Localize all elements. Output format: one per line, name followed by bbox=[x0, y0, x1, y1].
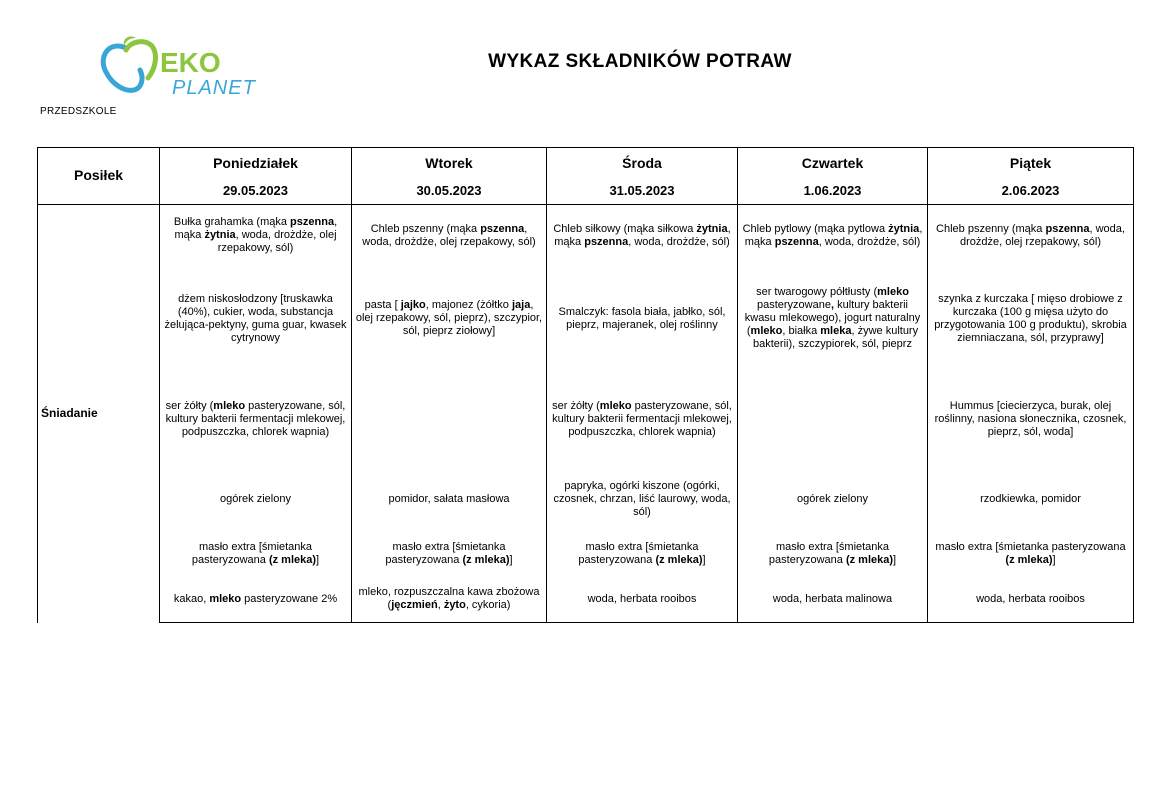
day-date: 30.05.2023 bbox=[416, 182, 482, 198]
ingredient-cell bbox=[928, 577, 1134, 623]
ingredient-cell bbox=[160, 577, 352, 623]
day-name: Środa bbox=[622, 154, 662, 171]
allergen-text: pszenna bbox=[290, 216, 335, 229]
ingredient-text bbox=[741, 493, 924, 506]
ingredient-segment: masło extra [śmietanka pasteryzowana bbox=[191, 540, 313, 566]
allergen-text: (z mleka) bbox=[655, 553, 703, 566]
allergen-text: mleko bbox=[209, 592, 242, 605]
day-date: 1.06.2023 bbox=[803, 182, 862, 198]
day-name: Czwartek bbox=[801, 154, 864, 171]
day-name: Wtorek bbox=[425, 154, 473, 171]
ingredient-cell bbox=[352, 531, 547, 577]
allergen-text: mleko bbox=[877, 286, 909, 298]
day-name: Poniedziałek bbox=[213, 154, 298, 171]
ingredient-segment: kultury bakterii kwasu mlekowego), jogurt naturalny ( bbox=[744, 299, 921, 337]
ingredient-text bbox=[931, 593, 1130, 606]
meal-column-header: Posiłek bbox=[38, 148, 160, 205]
ingredient-segment: ogórek zielony bbox=[220, 493, 291, 505]
allergen-text: jaja bbox=[511, 299, 531, 311]
allergen-text: mleko bbox=[599, 400, 632, 412]
ingredient-segment: pasteryzowane 2% bbox=[241, 592, 338, 605]
table-row bbox=[38, 469, 1134, 531]
ingredient-text bbox=[741, 541, 924, 567]
ingredient-cell bbox=[160, 205, 352, 267]
ingredient-segment: pomidor, sałata masłowa bbox=[388, 493, 510, 505]
day-header bbox=[547, 148, 738, 205]
ingredient-cell bbox=[352, 577, 547, 623]
ingredient-segment: , żywe kultury bakterii), szczypiorek, sól, pieprz bbox=[753, 325, 919, 350]
ingredient-cell bbox=[547, 371, 738, 469]
ingredient-segment: , woda, drożdże, olej rzepakowy, sól) bbox=[362, 222, 536, 248]
ingredient-segment: ser żółty ( bbox=[552, 400, 600, 412]
ingredient-cell bbox=[928, 267, 1134, 371]
ingredient-segment: ] bbox=[509, 553, 513, 566]
ingredient-cell bbox=[160, 371, 352, 469]
allergen-text: żytnia bbox=[888, 222, 920, 235]
allergen-text: pszenna bbox=[1045, 222, 1090, 235]
table-row bbox=[38, 531, 1134, 577]
ingredient-segment: ser żółty ( bbox=[165, 400, 214, 412]
day-header bbox=[352, 148, 547, 205]
allergen-text: jęczmień bbox=[391, 599, 438, 612]
allergen-text: żyto bbox=[443, 599, 466, 612]
allergen-text: jajko bbox=[400, 299, 426, 311]
ingredient-text bbox=[741, 223, 924, 249]
allergen-text: żytnia bbox=[204, 229, 236, 242]
ingredient-cell bbox=[547, 577, 738, 623]
ingredient-segment: pasteryzowane, sól, kultury bakterii fermentacji mlekowej, podpuszczka, chlorek wapnia) bbox=[552, 400, 732, 438]
ingredient-cell bbox=[738, 205, 928, 267]
ingredient-segment: , mąka bbox=[554, 222, 731, 248]
ingredient-cell bbox=[352, 371, 547, 469]
ingredient-text bbox=[355, 541, 543, 567]
ingredient-text bbox=[931, 400, 1130, 439]
ingredient-segment: pasta [ bbox=[364, 299, 401, 311]
day-date: 2.06.2023 bbox=[1001, 182, 1060, 198]
ingredient-segment: Chleb pytlowy (mąka pytlowa bbox=[742, 222, 889, 235]
ingredient-cell bbox=[352, 469, 547, 531]
ingredient-cell bbox=[352, 267, 547, 371]
ingredient-text bbox=[931, 293, 1130, 345]
ingredient-text bbox=[355, 586, 543, 612]
ingredient-text bbox=[741, 286, 924, 351]
ingredient-segment: , woda, drożdże, olej rzepakowy, sól) bbox=[959, 222, 1125, 248]
ingredient-segment: ] bbox=[702, 553, 706, 566]
logo-name: EKO bbox=[160, 47, 221, 78]
allergen-text: mleko bbox=[750, 325, 783, 337]
day-name: Piątek bbox=[1009, 154, 1052, 171]
ingredient-cell bbox=[738, 267, 928, 371]
ingredient-text bbox=[550, 223, 734, 249]
ingredient-segment: , woda, drożdże, olej rzepakowy, sól) bbox=[217, 229, 337, 255]
ingredient-cell bbox=[738, 371, 928, 469]
ingredient-segment: woda, herbata malinowa bbox=[772, 592, 893, 605]
ingredient-cell bbox=[547, 205, 738, 267]
table-row bbox=[38, 577, 1134, 623]
ingredient-cell bbox=[928, 469, 1134, 531]
ingredient-cell bbox=[738, 469, 928, 531]
ingredient-segment: szynka z kurczaka [ mięso drobiowe z kurczaka (100 g mięsa użyto do przygotowania 100 g produktu), skrobia ziemniaczana, sól, przyprawy] bbox=[934, 292, 1127, 344]
ingredient-text bbox=[355, 299, 543, 338]
ingredient-cell bbox=[928, 531, 1134, 577]
logo-sub: PLANET bbox=[172, 77, 256, 99]
ingredient-cell bbox=[160, 531, 352, 577]
table-row bbox=[38, 267, 1134, 371]
table-row bbox=[38, 371, 1134, 469]
school-label: PRZEDSZKOLE bbox=[40, 106, 117, 117]
ingredient-segment: ogórek zielony bbox=[797, 493, 868, 505]
day-header bbox=[160, 148, 352, 205]
table-row bbox=[38, 205, 1134, 267]
ingredient-segment: Bułka grahamka (mąka bbox=[173, 216, 291, 229]
ingredient-segment: , cykoria) bbox=[465, 599, 511, 612]
day-header bbox=[928, 148, 1134, 205]
ingredient-cell bbox=[738, 531, 928, 577]
ingredient-text bbox=[550, 593, 734, 606]
allergen-text: pszenna bbox=[774, 235, 819, 248]
allergen-text: , bbox=[830, 299, 835, 311]
ingredient-segment: , woda, drożdże, sól) bbox=[628, 235, 730, 248]
ingredient-segment: ] bbox=[1052, 553, 1056, 566]
allergen-text: pszenna bbox=[584, 235, 629, 248]
ingredient-text bbox=[931, 493, 1130, 506]
allergen-text: mleko bbox=[213, 400, 246, 412]
meal-name-cell: Śniadanie bbox=[38, 205, 160, 623]
ingredient-text bbox=[931, 541, 1130, 567]
ingredient-cell bbox=[160, 267, 352, 371]
ingredient-segment: , woda, drożdże, sól) bbox=[818, 235, 921, 248]
ingredient-text bbox=[741, 593, 924, 606]
ingredient-text bbox=[163, 216, 348, 255]
ingredient-segment: papryka, ogórki kiszone (ogórki, czosnek, chrzan, liść laurowy, woda, sól) bbox=[553, 480, 731, 518]
ingredient-segment: ] bbox=[316, 553, 320, 566]
allergen-text: mleka bbox=[820, 325, 852, 337]
ingredient-segment: Chleb pszenny (mąka bbox=[370, 222, 481, 235]
allergen-text: (z mleka) bbox=[462, 553, 510, 566]
ingredient-text bbox=[163, 541, 348, 567]
ingredient-text bbox=[163, 593, 348, 606]
ingredient-text bbox=[550, 480, 734, 519]
ingredient-segment: Smalczyk: fasola biała, jabłko, sól, pieprz, majeranek, olej roślinny bbox=[558, 305, 726, 331]
ingredient-cell bbox=[547, 531, 738, 577]
ingredient-text bbox=[163, 400, 348, 439]
ingredient-segment: masło extra [śmietanka pasteryzowana bbox=[935, 540, 1126, 553]
ingredient-segment: woda, herbata rooibos bbox=[976, 592, 1085, 605]
ingredient-segment: mleko, rozpuszczalna kawa zbożowa ( bbox=[358, 586, 540, 612]
ingredient-text bbox=[550, 541, 734, 567]
day-date: 29.05.2023 bbox=[222, 182, 289, 198]
ingredient-segment: masło extra [śmietanka pasteryzowana bbox=[578, 540, 699, 566]
ingredient-segment: Chleb siłkowy (mąka siłkowa bbox=[553, 222, 697, 235]
ingredient-segment: Chleb pszenny (mąka bbox=[936, 222, 1046, 235]
ingredients-table bbox=[37, 147, 1134, 623]
day-date: 31.05.2023 bbox=[609, 182, 675, 198]
ingredient-text bbox=[163, 493, 348, 506]
ingredient-segment: ser twarogowy półtłusty ( bbox=[756, 286, 878, 298]
ingredient-text bbox=[163, 293, 348, 345]
day-header bbox=[738, 148, 928, 205]
page-title: WYKAZ SKŁADNIKÓW POTRAW bbox=[488, 51, 792, 72]
ingredient-segment: ] bbox=[893, 553, 897, 566]
ingredient-text bbox=[355, 223, 543, 249]
ingredient-segment: , mąka bbox=[174, 216, 338, 242]
ingredient-segment: , mąka bbox=[744, 222, 923, 248]
ingredient-segment: masło extra [śmietanka pasteryzowana bbox=[768, 540, 890, 566]
ingredient-cell bbox=[928, 371, 1134, 469]
eko-planet-logo bbox=[100, 32, 270, 102]
table-header-row bbox=[38, 148, 1134, 205]
allergen-text: pszenna bbox=[480, 222, 525, 235]
ingredient-cell bbox=[160, 469, 352, 531]
ingredient-segment: rzodkiewka, pomidor bbox=[980, 493, 1081, 505]
ingredient-cell bbox=[738, 577, 928, 623]
ingredient-segment: kakao, bbox=[173, 592, 210, 605]
allergen-text: (z mleka) bbox=[1005, 553, 1053, 566]
allergen-text: żytnia bbox=[696, 222, 728, 235]
ingredient-cell bbox=[547, 267, 738, 371]
ingredient-cell bbox=[928, 205, 1134, 267]
ingredient-segment: , olej rzepakowy, sól, pieprz), szczypior, sól, pieprz ziołowy] bbox=[355, 299, 543, 337]
allergen-text: (z mleka) bbox=[268, 553, 317, 566]
allergen-text: (z mleka) bbox=[845, 553, 894, 566]
ingredient-text bbox=[550, 400, 734, 439]
ingredient-segment: dżem niskosłodzony [truskawka (40%), cukier, woda, substancja żelująca-pektyny, guma guar, kwasek cytrynowy bbox=[164, 292, 347, 344]
ingredient-segment: masło extra [śmietanka pasteryzowana bbox=[385, 540, 506, 566]
ingredient-text bbox=[355, 493, 543, 506]
ingredient-segment: pasteryzowane bbox=[756, 299, 831, 311]
ingredient-text bbox=[550, 306, 734, 332]
ingredient-segment: pasteryzowane, sól, kultury bakterii fermentacji mlekowej, podpuszczka, chlorek wapnia) bbox=[165, 400, 346, 438]
ingredient-segment: , bbox=[437, 599, 444, 612]
ingredient-segment: , białka bbox=[782, 325, 821, 337]
ingredient-segment: , majonez (żółtko bbox=[425, 299, 512, 311]
ingredient-cell bbox=[547, 469, 738, 531]
ingredient-segment: Hummus [ciecierzyca, burak, olej roślinny, nasiona słonecznika, czosnek, pieprz, sól, woda] bbox=[934, 400, 1127, 438]
ingredient-text bbox=[931, 223, 1130, 249]
ingredient-segment: woda, herbata rooibos bbox=[587, 592, 697, 605]
ingredient-cell bbox=[352, 205, 547, 267]
